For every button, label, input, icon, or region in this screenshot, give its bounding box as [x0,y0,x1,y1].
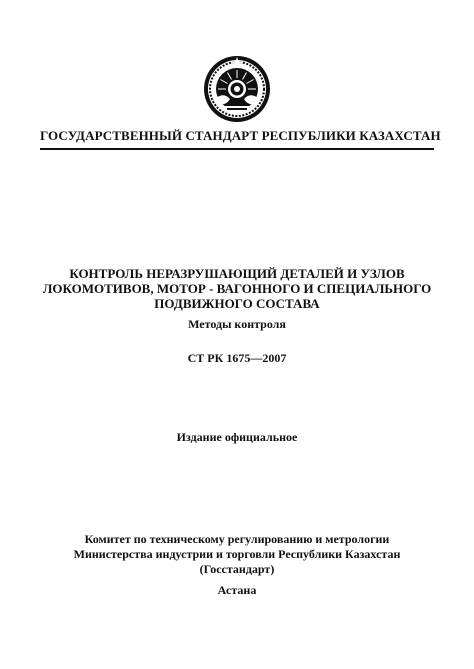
publisher-block [30,532,444,577]
document-title [30,266,444,311]
state-emblem-icon [202,54,272,124]
document-title-line: ПОДВИЖНОГО СОСТАВА [154,296,320,311]
document-title-line: КОНТРОЛЬ НЕРАЗРУШАЮЩИЙ ДЕТАЛЕЙ И УЗЛОВ [69,266,405,281]
publisher-line: (Госстандарт) [199,562,275,576]
standard-code: СТ РК 1675—2007 [187,351,287,365]
publisher-line: Министерства индустрии и торговли Республики Казахстан [73,547,401,561]
publication-city: Астана [217,583,257,597]
edition-label: Издание официальное [176,430,298,444]
header-rule [40,148,434,150]
header-title: ГОСУДАРСТВЕННЫЙ СТАНДАРТ РЕСПУБЛИКИ КАЗАХСТАН [40,128,441,143]
document-subtitle: Методы контроля [188,317,286,331]
document-title-line: ЛОКОМОТИВОВ, МОТОР - ВАГОННОГО И СПЕЦИАЛЬНОГО [42,281,432,296]
publisher-line: Комитет по техническому регулированию и метрологии [84,532,390,546]
